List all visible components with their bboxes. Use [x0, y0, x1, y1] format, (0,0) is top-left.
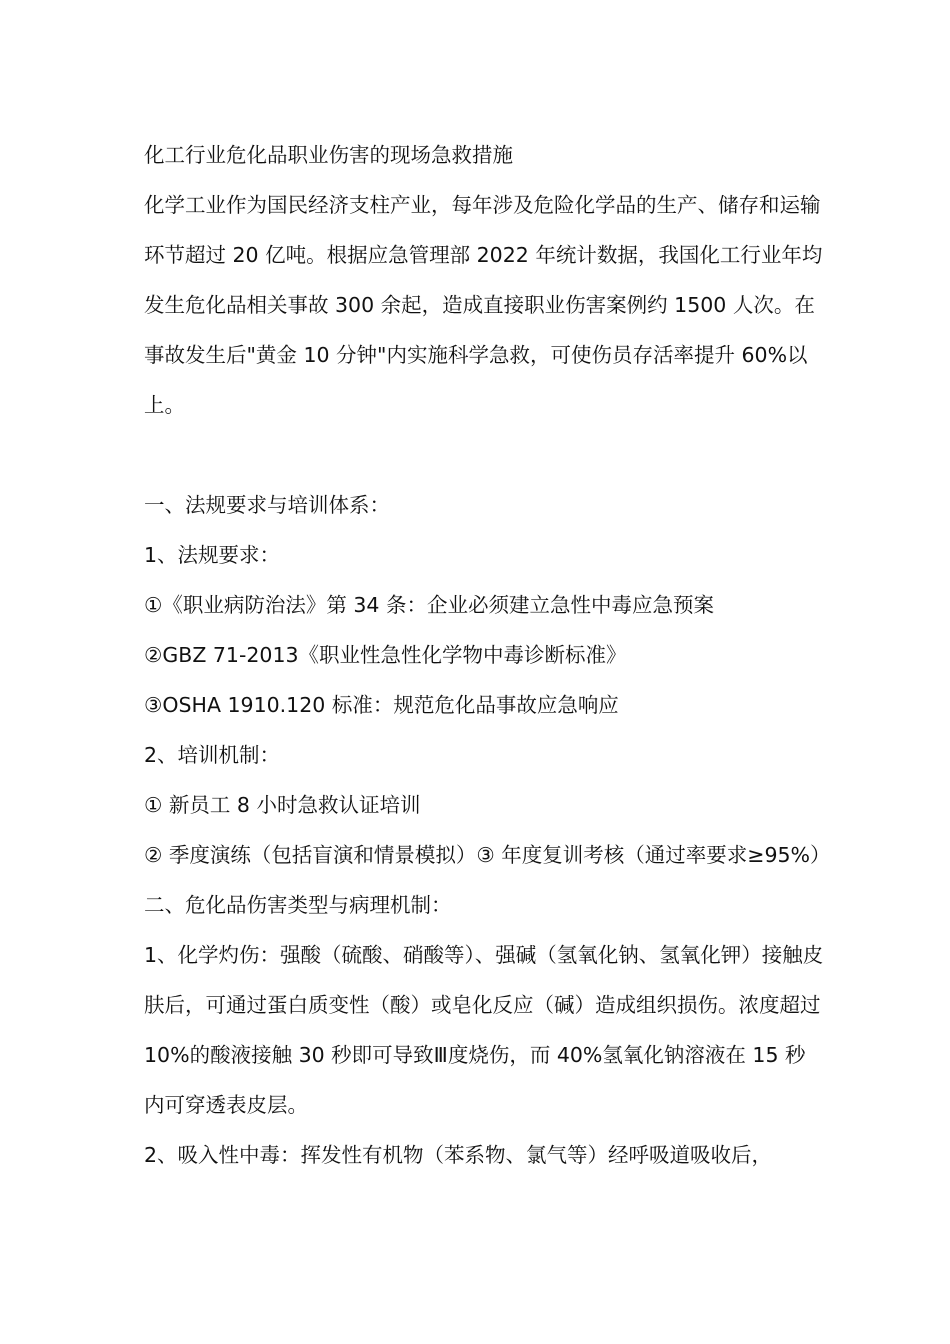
training-heading: 2、培训机制：	[144, 743, 281, 767]
regulations-heading: 1、法规要求：	[144, 543, 281, 567]
regulation-item: ①《职业病防治法》第 34 条：企业必须建立急性中毒应急预案	[144, 593, 714, 617]
paragraph-gap	[144, 430, 824, 480]
training-item: ① 新员工 8 小时急救认证培训	[144, 793, 421, 817]
inhalation-poisoning-paragraph: 2、吸入性中毒：挥发性有机物（苯系物、氯气等）经呼吸道吸收后，	[144, 1143, 773, 1167]
document-title: 化工行业危化品职业伤害的现场急救措施	[144, 143, 513, 167]
section-1-heading: 一、法规要求与培训体系：	[144, 493, 390, 517]
chemical-burn-paragraph: 1、化学灼伤：强酸（硫酸、硝酸等）、强碱（氢氧化钠、氢氧化钾）接触皮肤后，可通过蛋白质变性（酸）或皂化反应（碱）造成组织损伤。浓度超过 10%的酸液接触 30 秒即可导致Ⅲ度烧伤，而 40%氢氧化钠溶液在 15 秒内可穿透表皮层。	[144, 943, 824, 1117]
regulation-item: ②GBZ 71-2013《职业性急性化学物中毒诊断标准》	[144, 643, 627, 667]
intro-paragraph: 化学工业作为国民经济支柱产业，每年涉及危险化学品的生产、储存和运输环节超过 20 亿吨。根据应急管理部 2022 年统计数据，我国化工行业年均发生危化品相关事故 300 余起，造成直接职业伤害案例约 1500 人次。在事故发生后"黄金 10 分钟"内实施科学急救，可使伤员存活率提升 60%以上。	[144, 193, 823, 417]
document-body	[144, 130, 831, 1180]
regulation-item: ③OSHA 1910.120 标准：规范危化品事故应急响应	[144, 693, 619, 717]
section-2-heading: 二、危化品伤害类型与病理机制：	[144, 893, 452, 917]
training-item: ② 季度演练（包括盲演和情景模拟）③ 年度复训考核（通过率要求≥95%）	[144, 843, 831, 867]
